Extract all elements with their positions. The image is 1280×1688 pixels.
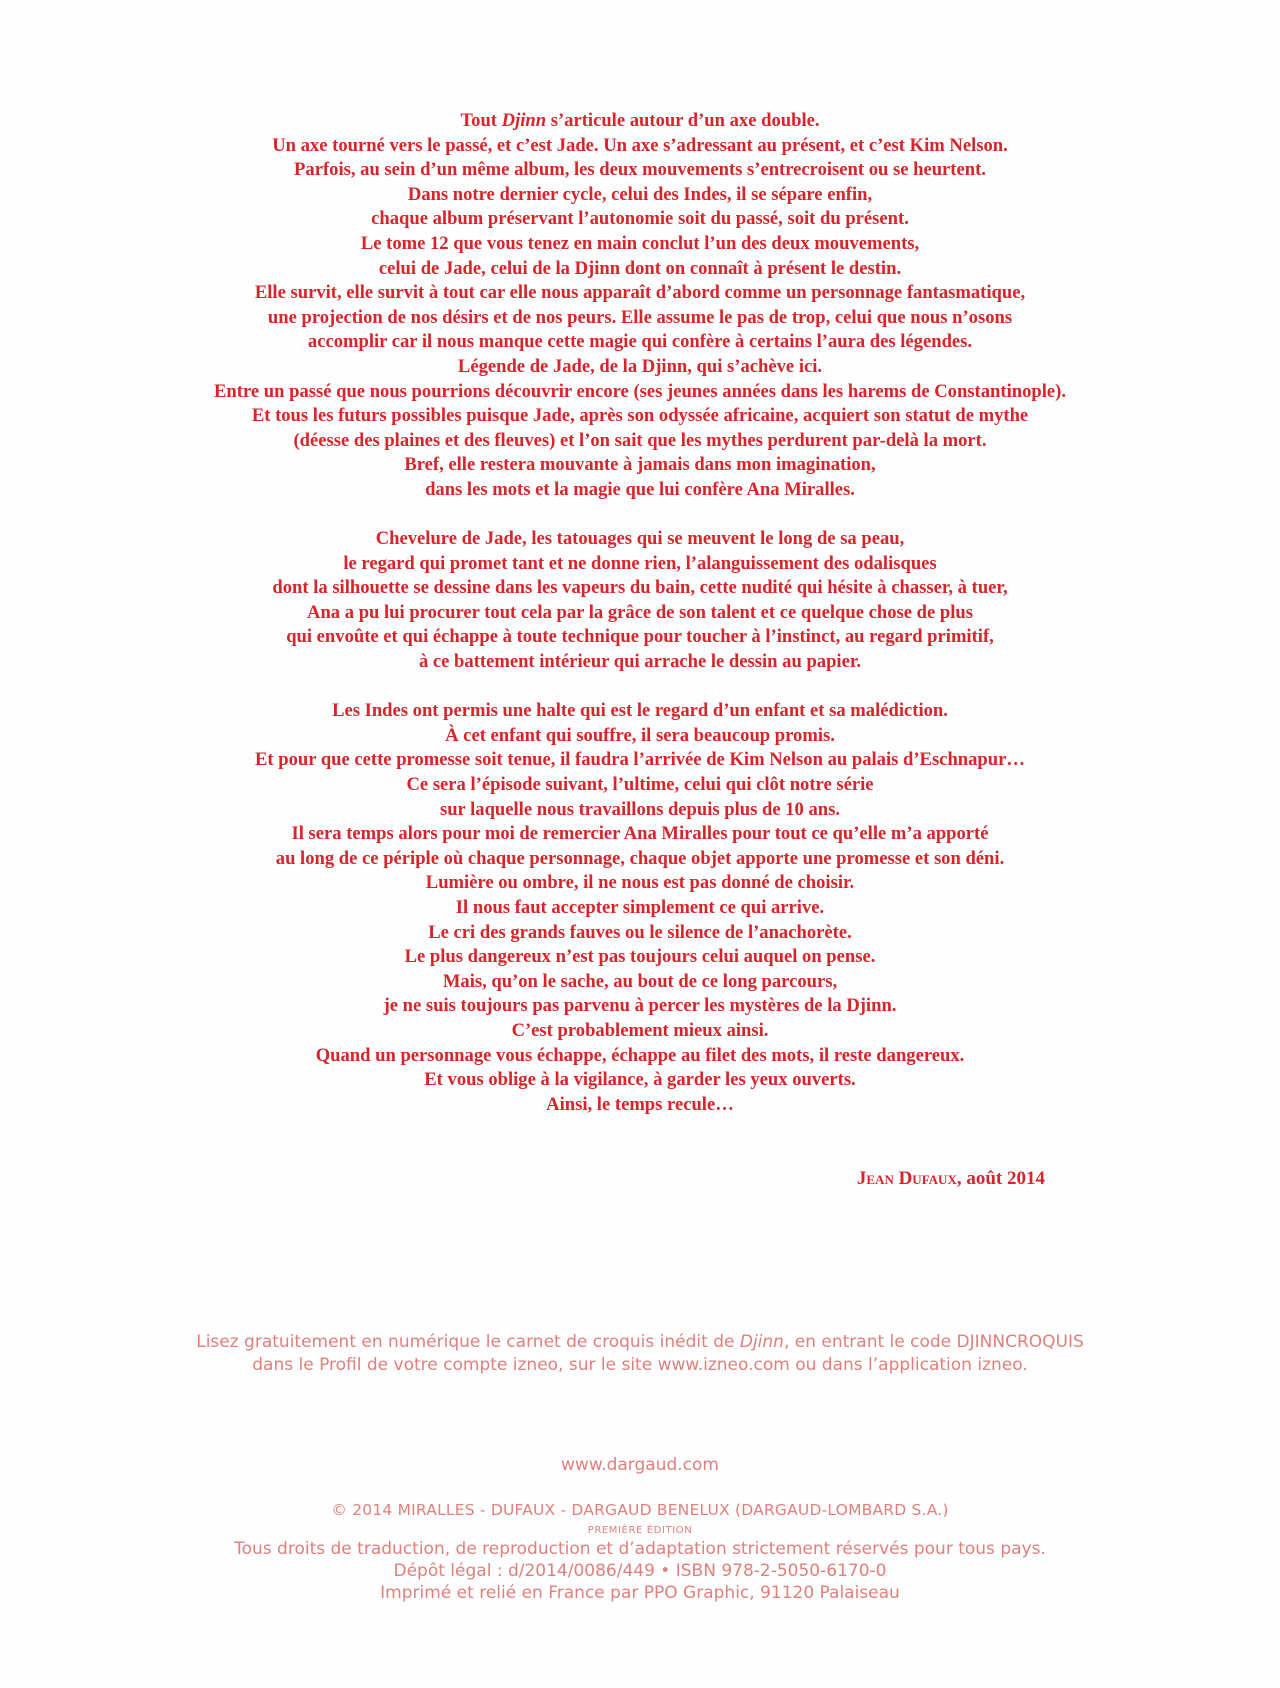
- preface-paragraph: [0, 527, 1280, 675]
- preface-line: dont la silhouette se dessine dans les vapeurs du bain, cette nudité qui hésite à chasser, à tuer,: [272, 577, 1008, 599]
- rights-reserved-line: Tous droits de traduction, de reproduction et d’adaptation strictement réservés pour tous pays.: [234, 1539, 1046, 1559]
- preface-line: Elle survit, elle survit à tout car elle nous apparaît d’abord comme un personnage fantasmatique,: [254, 282, 1026, 304]
- preface-line: Dans notre dernier cycle, celui des Indes, il se sépare enfin,: [407, 183, 873, 205]
- legal-notice: [0, 1499, 1280, 1604]
- digital-sketchbook-notice: [0, 1331, 1280, 1377]
- preface-line: qui envoûte et qui échappe à toute technique pour toucher à l’instinct, au regard primitif,: [286, 626, 994, 648]
- preface-line: accomplir car il nous manque cette magie qui confère à certains l’aura des légendes.: [307, 331, 973, 353]
- signature-date: , août 2014: [956, 1168, 1045, 1189]
- preface-paragraph: [0, 109, 1280, 503]
- preface-line: [0, 109, 1280, 134]
- preface-line: Et vous oblige à la vigilance, à garder les yeux ouverts.: [424, 1069, 856, 1091]
- promo-text-start: Lisez gratuitement en numérique le carnet de croquis inédit de: [196, 1332, 740, 1352]
- preface-line: dans les mots et la magie que lui confère Ana Miralles.: [425, 478, 855, 500]
- publisher-website: www.dargaud.com: [561, 1455, 719, 1475]
- preface-line: À cet enfant qui souffre, il sera beaucoup promis.: [445, 724, 835, 746]
- preface-line: Et pour que cette promesse soit tenue, il faudra l’arrivée de Kim Nelson au palais d’Eschnapur…: [255, 749, 1025, 771]
- preface-line: Le plus dangereux n’est pas toujours celui auquel on pense.: [404, 946, 876, 968]
- preface-line: Et tous les futurs possibles puisque Jade, après son odyssée africaine, acquiert son statut de mythe: [251, 405, 1029, 427]
- preface-line: Il nous faut accepter simplement ce qui arrive.: [455, 897, 825, 918]
- preface-line: Parfois, au sein d’un même album, les deux mouvements s’entrecroisent ou se heurtent.: [294, 159, 986, 181]
- preface-line: Mais, qu’on le sache, au bout de ce long parcours,: [442, 970, 838, 992]
- promo-code-text: , en entrant le code DJINNCROQUIS: [783, 1332, 1084, 1352]
- author-signature: [857, 1168, 1045, 1190]
- promo-line-1: [0, 1331, 1280, 1354]
- preface-line: Quand un personnage vous échappe, échappe au filet des mots, il reste dangereux.: [315, 1044, 965, 1066]
- author-name: Jean Dufaux: [856, 1168, 957, 1189]
- preface-text: [0, 109, 1280, 1117]
- preface-line: Le cri des grands fauves ou le silence de l’anachorète.: [428, 921, 852, 943]
- preface-line: Chevelure de Jade, les tatouages qui se meuvent le long de sa peau,: [375, 528, 905, 550]
- preface-line: (déesse des plaines et des fleuves) et l’on sait que les mythes perdurent par-delà la mort.: [293, 429, 987, 451]
- preface-line: C’est probablement mieux ainsi.: [511, 1019, 769, 1041]
- preface-line: Lumière ou ombre, il ne nous est pas donné de choisir.: [425, 872, 855, 894]
- preface-paragraph: [0, 699, 1280, 1117]
- promo-line-2: dans le Profil de votre compte izneo, sur le site www.izneo.com ou dans l’application izneo.: [252, 1355, 1028, 1375]
- preface-line: à ce battement intérieur qui arrache le dessin au papier.: [418, 651, 862, 673]
- edition-label: PREMIÈRE ÉDITION: [587, 1525, 693, 1536]
- copyright-line: © 2014 MIRALLES - DUFAUX - DARGAUD BENELUX (DARGAUD-LOMBARD S.A.): [331, 1501, 949, 1519]
- series-title: Djinn: [501, 110, 547, 131]
- preface-line: Ainsi, le temps recule…: [546, 1093, 734, 1115]
- preface-line: Bref, elle restera mouvante à jamais dans mon imagination,: [404, 454, 876, 476]
- preface-line: sur laquelle nous travaillons depuis plus de 10 ans.: [439, 798, 841, 820]
- preface-line: Le tome 12 que vous tenez en main conclut l’un des deux mouvements,: [360, 232, 920, 254]
- preface-line: une projection de nos désirs et de nos peurs. Elle assume le pas de trop, celui que nous n’osons: [267, 306, 1013, 328]
- preface-line: au long de ce périple où chaque personnage, chaque objet apporte une promesse et son déni.: [275, 847, 1005, 869]
- preface-line: Il sera temps alors pour moi de remercier Ana Miralles pour tout ce qu’elle m’a apporté: [291, 823, 989, 845]
- preface-line: le regard qui promet tant et ne donne rien, l’alanguissement des odalisques: [343, 552, 937, 574]
- preface-text-segment: s’articule autour d’un axe double.: [546, 110, 820, 131]
- preface-line: Ana a pu lui procurer tout cela par la grâce de son talent et ce quelque chose de plus: [307, 601, 973, 623]
- preface-line: je ne suis toujours pas parvenu à percer les mystères de la Djinn.: [383, 995, 897, 1017]
- legal-deposit-line: Dépôt légal : d/2014/0086/449 • ISBN 978-2-5050-6170-0: [393, 1561, 887, 1581]
- promo-title: Djinn: [739, 1332, 784, 1352]
- preface-line: Entre un passé que nous pourrions découvrir encore (ses jeunes années dans les harems de Constantinople).: [214, 380, 1066, 402]
- preface-line: Ce sera l’épisode suivant, l’ultime, celui qui clôt notre série: [406, 774, 874, 796]
- preface-text-segment: Tout: [460, 110, 502, 131]
- preface-line: Légende de Jade, de la Djinn, qui s’achève ici.: [457, 355, 823, 377]
- preface-line: Les Indes ont permis une halte qui est le regard d’un enfant et sa malédiction.: [332, 700, 948, 722]
- preface-line: celui de Jade, celui de la Djinn dont on connaît à présent le destin.: [378, 257, 902, 279]
- preface-line: chaque album préservant l’autonomie soit du passé, soit du présent.: [371, 208, 909, 230]
- preface-line: Un axe tourné vers le passé, et c’est Jade. Un axe s’adressant au présent, et c’est Kim Nelson.: [272, 134, 1008, 156]
- printer-line: Imprimé et relié en France par PPO Graphic, 91120 Palaiseau: [380, 1583, 900, 1603]
